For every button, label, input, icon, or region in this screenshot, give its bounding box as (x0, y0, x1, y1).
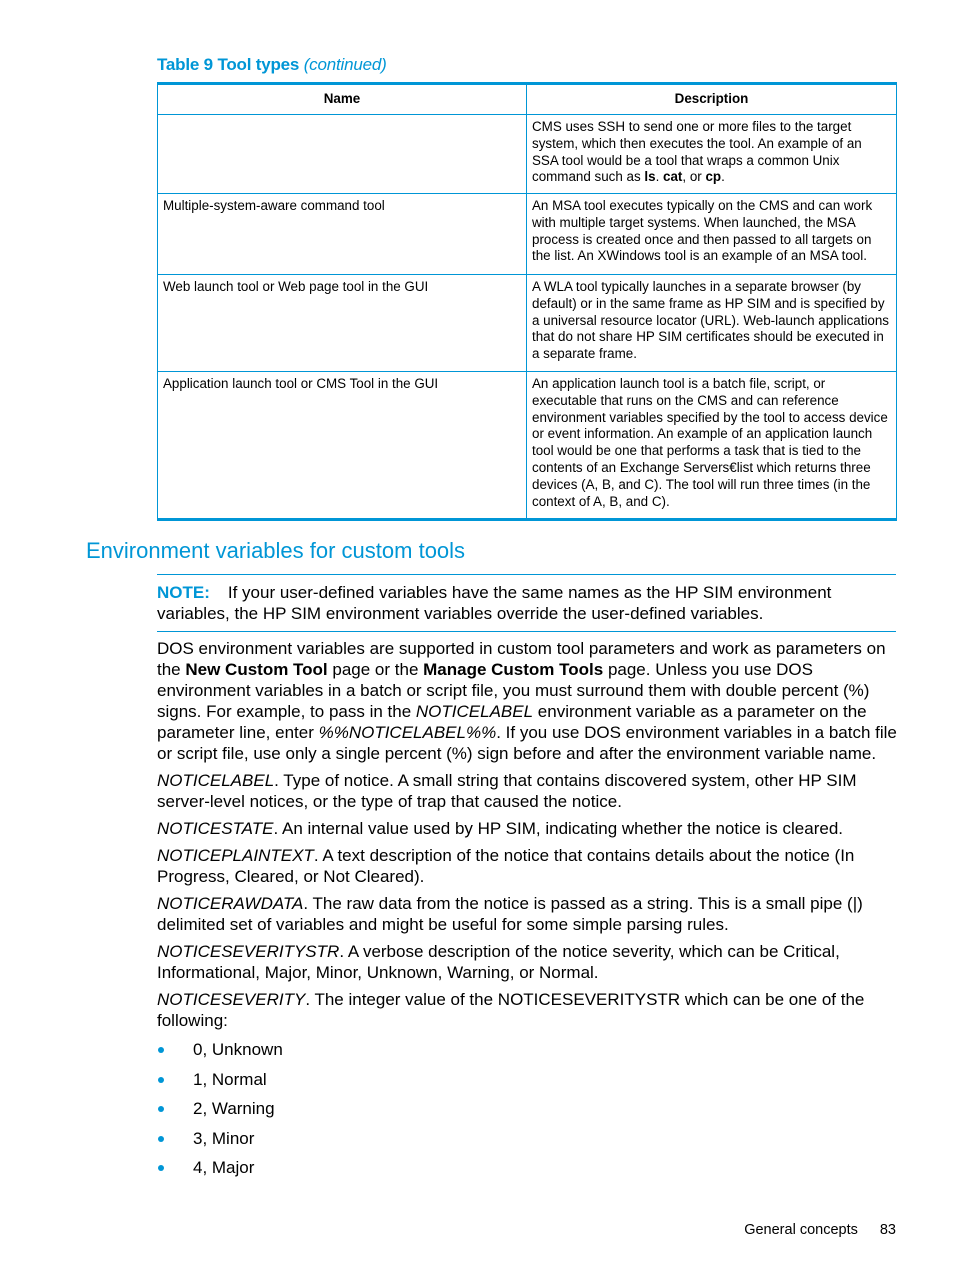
variable-paragraph: NOTICESEVERITY. The integer value of the NOTICESEVERITYSTR which can be one of the following: (157, 990, 865, 1030)
footer-section: General concepts (744, 1222, 858, 1238)
bullet-icon (158, 1077, 164, 1083)
variable-paragraph: NOTICESEVERITYSTR. A verbose description of the notice severity, which can be Critical, Informational, Major, Minor, Unknown, Warning, or Normal. (157, 942, 840, 982)
table-row (158, 115, 897, 194)
note-label: NOTE: (157, 583, 210, 602)
table-row (158, 372, 897, 520)
variable-paragraph: NOTICELABEL. Type of notice. A small string that contains discovered system, other HP SIM server-level notices, or the type of trap that caused the notice. (157, 771, 857, 811)
page-number: 83 (879, 1222, 896, 1238)
cell-name: Application launch tool or CMS Tool in the GUI (158, 372, 527, 520)
cell-name (158, 115, 527, 194)
bullet-icon (158, 1165, 164, 1171)
note-box (157, 574, 896, 632)
list-item: 1, Normal (157, 1069, 897, 1099)
cell-name: Web launch tool or Web page tool in the GUI (158, 275, 527, 372)
cell-name: Multiple-system-aware command tool (158, 194, 527, 275)
bullet-icon (158, 1136, 164, 1142)
table-row (158, 194, 897, 275)
severity-list (157, 1039, 897, 1187)
section-heading: Environment variables for custom tools (86, 538, 466, 563)
cell-description: A WLA tool typically launches in a separate browser (by default) or in the same frame as HP SIM and is specified by a universal resource locator (URL). Web-launch applications that do not share HP SIM certificates should be executed in a separate frame. (527, 275, 897, 372)
note-text: If your user-defined variables have the same names as the HP SIM environment variables, the HP SIM environment variables override the user-defined variables. (157, 583, 832, 623)
variable-paragraph: NOTICEPLAINTEXT. A text description of the notice that contains details about the notice (In Progress, Cleared, or Not Cleared). (157, 846, 855, 886)
variable-paragraph: NOTICERAWDATA. The raw data from the notice is passed as a string. This is a small pipe (|) delimited set of variables and might be useful for some simple parsing rules. (157, 894, 863, 934)
caption-label: Table 9 Tool types (157, 55, 300, 74)
caption-continued: (continued) (303, 55, 387, 74)
list-item: 4, Major (157, 1157, 897, 1187)
table-row (158, 275, 897, 372)
list-item: 2, Warning (157, 1098, 897, 1128)
intro-paragraph: DOS environment variables are supported in custom tool parameters and work as parameters on the New Custom Tool page or the Manage Custom Tools page. Unless you use DOS environment variables in a batch or script file, you must surround them with double percent (%) signs. For example, to pass in the NOTICELABEL environment variable as a parameter on the parameter line, enter %%NOTICELABEL%%. If you use DOS environment variables in a batch file or script file, use only a single percent (%) sign before and after the environment variable name. (157, 639, 897, 763)
column-header-description: Description (527, 84, 897, 115)
variable-paragraph: NOTICESTATE. An internal value used by HP SIM, indicating whether the notice is cleared. (157, 819, 844, 838)
table-caption (157, 55, 387, 75)
page-footer (744, 1222, 896, 1238)
bullet-icon (158, 1047, 164, 1053)
column-header-name: Name (158, 84, 527, 115)
cell-description: An application launch tool is a batch file, script, or executable that runs on the CMS and can reference environment variables specified by the tool to access device or event information. An example of an application launch tool would be one that performs a task that is tied to the contents of an Exchange Servers€list which returns three devices (A, B, and C). The tool will run three times (in the context of A, B, and C). (527, 372, 897, 520)
body-text (157, 638, 897, 1187)
bullet-icon (158, 1106, 164, 1112)
cell-description: CMS uses SSH to send one or more files to the target system, which then executes the tool. An example of an SSA tool would be a tool that wraps a common Unix command such as ls. cat, or cp. (527, 115, 897, 194)
list-item: 0, Unknown (157, 1039, 897, 1069)
tool-types-table (157, 82, 897, 521)
list-item: 3, Minor (157, 1128, 897, 1158)
cell-description: An MSA tool executes typically on the CMS and can work with multiple target systems. When launched, the MSA process is created once and then passed to all targets on the list. An XWindows tool is an example of an MSA tool. (527, 194, 897, 275)
